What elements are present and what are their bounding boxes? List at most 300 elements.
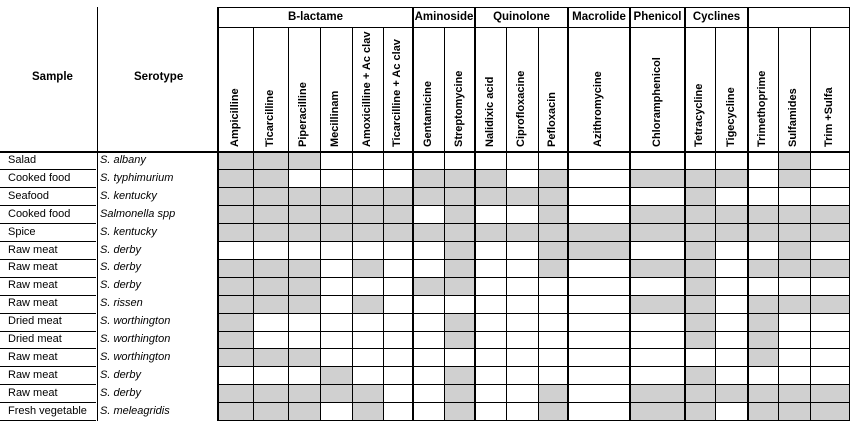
column-line bbox=[715, 27, 716, 421]
serotype-cell: S. kentucky bbox=[100, 189, 157, 202]
resistant-cell bbox=[352, 295, 383, 313]
sample-cell: Raw meat bbox=[8, 297, 58, 310]
serotype-cell: S. rissen bbox=[100, 297, 143, 310]
resistant-cell bbox=[748, 403, 778, 421]
serotype-cell: S. typhimurium bbox=[100, 171, 174, 184]
susceptible-cell bbox=[413, 349, 444, 367]
susceptible-cell bbox=[538, 367, 568, 385]
resistant-cell bbox=[444, 385, 475, 403]
susceptible-cell bbox=[352, 349, 383, 367]
resistant-cell bbox=[810, 259, 849, 277]
group-divider bbox=[412, 7, 414, 421]
susceptible-cell bbox=[715, 152, 748, 170]
susceptible-cell bbox=[413, 331, 444, 349]
susceptible-cell bbox=[810, 188, 849, 206]
row-line bbox=[218, 277, 849, 278]
susceptible-cell bbox=[413, 295, 444, 313]
susceptible-cell bbox=[568, 206, 630, 224]
row-line bbox=[218, 169, 849, 170]
resistant-cell bbox=[538, 224, 568, 242]
header-bottom-line bbox=[0, 151, 849, 153]
susceptible-cell bbox=[810, 152, 849, 170]
antibiotic-header: Piperacilline bbox=[297, 82, 309, 147]
row-line bbox=[0, 187, 96, 188]
resistant-cell bbox=[630, 259, 685, 277]
susceptible-cell bbox=[352, 277, 383, 295]
antibiotic-header: Sulfamides bbox=[787, 88, 799, 147]
sample-cell: Fresh vegetable bbox=[8, 404, 87, 417]
resistant-cell bbox=[383, 206, 413, 224]
resistant-cell bbox=[218, 170, 253, 188]
susceptible-cell bbox=[475, 403, 506, 421]
susceptible-cell bbox=[444, 349, 475, 367]
resistant-cell bbox=[568, 224, 630, 242]
resistant-cell bbox=[538, 206, 568, 224]
sample-cell: Cooked food bbox=[8, 207, 71, 220]
serotype-header: Serotype bbox=[134, 71, 184, 83]
susceptible-cell bbox=[506, 313, 538, 331]
susceptible-cell bbox=[288, 331, 320, 349]
group-header: Cyclines bbox=[692, 11, 741, 23]
resistant-cell bbox=[538, 242, 568, 260]
sample-cell: Dried meat bbox=[8, 315, 62, 328]
susceptible-cell bbox=[320, 331, 352, 349]
susceptible-cell bbox=[383, 170, 413, 188]
resistant-cell bbox=[778, 170, 810, 188]
resistant-cell bbox=[253, 259, 288, 277]
resistant-cell bbox=[715, 170, 748, 188]
susceptible-cell bbox=[568, 152, 630, 170]
susceptible-cell bbox=[506, 403, 538, 421]
resistant-cell bbox=[506, 224, 538, 242]
susceptible-cell bbox=[383, 259, 413, 277]
group-header: Macrolide bbox=[572, 11, 626, 23]
antibiotic-header: Chloramphenicol bbox=[650, 57, 663, 147]
column-line bbox=[320, 27, 321, 421]
resistant-cell bbox=[288, 349, 320, 367]
resistant-cell bbox=[218, 385, 253, 403]
resistant-cell bbox=[685, 188, 715, 206]
susceptible-cell bbox=[685, 152, 715, 170]
sample-header: Sample bbox=[32, 71, 73, 83]
group-divider bbox=[684, 7, 686, 421]
susceptible-cell bbox=[630, 367, 685, 385]
resistant-cell bbox=[506, 188, 538, 206]
resistant-cell bbox=[253, 277, 288, 295]
susceptible-cell bbox=[352, 152, 383, 170]
susceptible-cell bbox=[630, 152, 685, 170]
antibiotic-header: Azithromycine bbox=[592, 71, 604, 147]
resistant-cell bbox=[288, 403, 320, 421]
resistant-cell bbox=[444, 277, 475, 295]
susceptible-cell bbox=[253, 242, 288, 260]
susceptible-cell bbox=[413, 259, 444, 277]
resistant-cell bbox=[475, 188, 506, 206]
antibiotic-header: Trim +Sulfa bbox=[822, 87, 835, 147]
group-header: Quinolone bbox=[493, 11, 550, 23]
susceptible-cell bbox=[538, 277, 568, 295]
resistant-cell bbox=[444, 259, 475, 277]
susceptible-cell bbox=[506, 277, 538, 295]
group-header: B-lactame bbox=[288, 11, 343, 23]
susceptible-cell bbox=[748, 170, 778, 188]
susceptible-cell bbox=[778, 331, 810, 349]
resistant-cell bbox=[383, 188, 413, 206]
resistant-cell bbox=[715, 385, 748, 403]
susceptible-cell bbox=[288, 367, 320, 385]
susceptible-cell bbox=[568, 259, 630, 277]
susceptible-cell bbox=[810, 170, 849, 188]
resistant-cell bbox=[218, 188, 253, 206]
susceptible-cell bbox=[352, 242, 383, 260]
resistant-cell bbox=[538, 385, 568, 403]
susceptible-cell bbox=[383, 277, 413, 295]
susceptible-cell bbox=[506, 331, 538, 349]
susceptible-cell bbox=[320, 295, 352, 313]
susceptible-cell bbox=[475, 313, 506, 331]
susceptible-cell bbox=[538, 349, 568, 367]
resistant-cell bbox=[444, 224, 475, 242]
susceptible-cell bbox=[218, 367, 253, 385]
antibiotic-header: Ticarcilline + Ac clav bbox=[391, 39, 403, 147]
resistant-cell bbox=[253, 224, 288, 242]
resistant-cell bbox=[685, 206, 715, 224]
resistant-cell bbox=[475, 224, 506, 242]
antibiotic-header: Pefloxacin bbox=[546, 91, 558, 147]
resistant-cell bbox=[288, 224, 320, 242]
antibiotic-header: Trimethoprime bbox=[756, 70, 768, 147]
susceptible-cell bbox=[475, 206, 506, 224]
sample-cell: Raw meat bbox=[8, 386, 58, 399]
susceptible-cell bbox=[413, 206, 444, 224]
susceptible-cell bbox=[383, 367, 413, 385]
resistant-cell bbox=[685, 331, 715, 349]
sample-cell: Salad bbox=[8, 154, 37, 166]
resistant-cell bbox=[685, 259, 715, 277]
resistant-cell bbox=[218, 349, 253, 367]
susceptible-cell bbox=[810, 242, 849, 260]
resistant-cell bbox=[288, 188, 320, 206]
resistant-cell bbox=[288, 152, 320, 170]
resistant-cell bbox=[778, 224, 810, 242]
row-line bbox=[0, 223, 96, 224]
resistant-cell bbox=[288, 206, 320, 224]
resistant-cell bbox=[413, 224, 444, 242]
antibiotic-header: Ticarcilline bbox=[263, 89, 276, 147]
susceptible-cell bbox=[538, 331, 568, 349]
resistant-cell bbox=[218, 313, 253, 331]
sample-cell: Cooked food bbox=[8, 171, 71, 184]
susceptible-cell bbox=[320, 313, 352, 331]
susceptible-cell bbox=[352, 367, 383, 385]
susceptible-cell bbox=[475, 259, 506, 277]
group-divider bbox=[747, 7, 749, 421]
antibiotic-header: Gentamicine bbox=[421, 80, 434, 147]
resistant-cell bbox=[444, 242, 475, 260]
susceptible-cell bbox=[288, 170, 320, 188]
serotype-cell: S. worthington bbox=[100, 315, 171, 328]
row-line bbox=[0, 295, 96, 296]
column-line bbox=[538, 27, 539, 421]
resistant-cell bbox=[715, 206, 748, 224]
column-line bbox=[506, 27, 507, 421]
row-line bbox=[0, 313, 96, 314]
susceptible-cell bbox=[320, 277, 352, 295]
susceptible-cell bbox=[810, 277, 849, 295]
susceptible-cell bbox=[538, 313, 568, 331]
resistant-cell bbox=[538, 170, 568, 188]
resistant-cell bbox=[218, 259, 253, 277]
resistant-cell bbox=[288, 277, 320, 295]
susceptible-cell bbox=[352, 331, 383, 349]
resistant-cell bbox=[630, 206, 685, 224]
susceptible-cell bbox=[320, 152, 352, 170]
resistant-cell bbox=[352, 403, 383, 421]
column-line bbox=[778, 27, 779, 421]
serotype-cell: S. meleagridis bbox=[100, 404, 170, 417]
resistant-cell bbox=[778, 152, 810, 170]
resistant-cell bbox=[288, 295, 320, 313]
susceptible-cell bbox=[506, 259, 538, 277]
resistant-cell bbox=[568, 242, 630, 260]
susceptible-cell bbox=[383, 331, 413, 349]
resistant-cell bbox=[444, 313, 475, 331]
resistant-cell bbox=[253, 152, 288, 170]
row-line bbox=[0, 402, 96, 403]
resistant-cell bbox=[352, 188, 383, 206]
antibiotic-header: Streptomycine bbox=[452, 70, 465, 147]
resistant-cell bbox=[320, 188, 352, 206]
sample-cell: Dried meat bbox=[8, 333, 62, 345]
susceptible-cell bbox=[568, 385, 630, 403]
resistant-cell bbox=[685, 367, 715, 385]
resistant-cell bbox=[630, 385, 685, 403]
sample-cell: Raw meat bbox=[8, 279, 58, 292]
row-line bbox=[218, 402, 849, 403]
susceptible-cell bbox=[413, 242, 444, 260]
sample-cell: Seafood bbox=[8, 189, 49, 202]
susceptible-cell bbox=[810, 313, 849, 331]
susceptible-cell bbox=[506, 367, 538, 385]
susceptible-cell bbox=[748, 242, 778, 260]
resistant-cell bbox=[685, 170, 715, 188]
resistant-cell bbox=[538, 188, 568, 206]
susceptible-cell bbox=[630, 277, 685, 295]
susceptible-cell bbox=[715, 403, 748, 421]
susceptible-cell bbox=[413, 313, 444, 331]
susceptible-cell bbox=[383, 242, 413, 260]
susceptible-cell bbox=[538, 152, 568, 170]
resistant-cell bbox=[810, 385, 849, 403]
resistant-cell bbox=[778, 206, 810, 224]
column-line bbox=[217, 7, 219, 421]
susceptible-cell bbox=[715, 367, 748, 385]
resistant-cell bbox=[685, 242, 715, 260]
resistant-cell bbox=[630, 224, 685, 242]
susceptible-cell bbox=[413, 403, 444, 421]
susceptible-cell bbox=[778, 313, 810, 331]
susceptible-cell bbox=[748, 277, 778, 295]
resistant-cell bbox=[253, 385, 288, 403]
susceptible-cell bbox=[383, 385, 413, 403]
susceptible-cell bbox=[475, 277, 506, 295]
susceptible-cell bbox=[715, 349, 748, 367]
antibiotic-header: Nalidixic acid bbox=[483, 76, 496, 147]
row-line bbox=[218, 295, 849, 296]
susceptible-cell bbox=[506, 170, 538, 188]
serotype-cell: Salmonella spp bbox=[100, 207, 176, 220]
resistant-cell bbox=[320, 367, 352, 385]
susceptible-cell bbox=[568, 313, 630, 331]
row-line bbox=[0, 169, 96, 170]
susceptible-cell bbox=[715, 242, 748, 260]
serotype-cell: S. kentucky bbox=[100, 225, 157, 238]
susceptible-cell bbox=[475, 367, 506, 385]
resistant-cell bbox=[253, 206, 288, 224]
resistant-cell bbox=[748, 206, 778, 224]
susceptible-cell bbox=[748, 152, 778, 170]
resistant-cell bbox=[748, 295, 778, 313]
resistant-cell bbox=[748, 385, 778, 403]
antibiotic-header: Ciprofloxacine bbox=[515, 70, 527, 147]
susceptible-cell bbox=[444, 152, 475, 170]
susceptible-cell bbox=[810, 349, 849, 367]
susceptible-cell bbox=[715, 259, 748, 277]
group-divider bbox=[629, 7, 631, 421]
susceptible-cell bbox=[568, 367, 630, 385]
resistant-cell bbox=[444, 367, 475, 385]
susceptible-cell bbox=[568, 349, 630, 367]
susceptible-cell bbox=[715, 188, 748, 206]
resistant-cell bbox=[685, 224, 715, 242]
resistant-cell bbox=[218, 152, 253, 170]
susceptible-cell bbox=[352, 170, 383, 188]
resistant-cell bbox=[444, 403, 475, 421]
susceptible-cell bbox=[506, 349, 538, 367]
sample-cell: Raw meat bbox=[8, 350, 58, 363]
resistant-cell bbox=[218, 224, 253, 242]
susceptible-cell bbox=[506, 385, 538, 403]
susceptible-cell bbox=[685, 349, 715, 367]
row-line bbox=[218, 366, 849, 367]
resistant-cell bbox=[748, 259, 778, 277]
row-line bbox=[218, 313, 849, 314]
susceptible-cell bbox=[253, 331, 288, 349]
serotype-cell: S. derby bbox=[100, 261, 141, 274]
susceptible-cell bbox=[218, 242, 253, 260]
susceptible-cell bbox=[810, 367, 849, 385]
susceptible-cell bbox=[568, 277, 630, 295]
column-line bbox=[288, 27, 289, 421]
resistant-cell bbox=[748, 313, 778, 331]
serotype-cell: S. worthington bbox=[100, 350, 171, 363]
group-header: Phenicol bbox=[633, 11, 682, 23]
resistant-cell bbox=[352, 206, 383, 224]
row-line bbox=[0, 384, 96, 385]
serotype-cell: S. derby bbox=[100, 243, 141, 256]
resistant-cell bbox=[352, 259, 383, 277]
resistant-cell bbox=[218, 403, 253, 421]
row-line bbox=[0, 331, 96, 332]
resistant-cell bbox=[253, 170, 288, 188]
resistant-cell bbox=[444, 331, 475, 349]
resistant-cell bbox=[748, 331, 778, 349]
row-line bbox=[0, 348, 96, 349]
susceptible-cell bbox=[630, 349, 685, 367]
resistant-cell bbox=[352, 224, 383, 242]
susceptible-cell bbox=[413, 385, 444, 403]
resistant-cell bbox=[352, 385, 383, 403]
antibiotic-header: Mecillinam bbox=[329, 90, 341, 147]
resistant-cell bbox=[253, 403, 288, 421]
top-border bbox=[218, 7, 849, 8]
susceptible-cell bbox=[778, 277, 810, 295]
susceptible-cell bbox=[383, 152, 413, 170]
susceptible-cell bbox=[778, 367, 810, 385]
resistant-cell bbox=[810, 206, 849, 224]
susceptible-cell bbox=[630, 313, 685, 331]
serotype-cell: S. worthington bbox=[100, 333, 171, 345]
resistant-cell bbox=[288, 259, 320, 277]
row-line bbox=[0, 259, 96, 260]
row-line bbox=[218, 223, 849, 224]
sample-cell: Spice bbox=[8, 225, 36, 238]
column-line bbox=[444, 27, 445, 421]
susceptible-cell bbox=[253, 313, 288, 331]
serotype-cell: S. albany bbox=[100, 154, 146, 166]
resistant-cell bbox=[748, 349, 778, 367]
group-header: Aminoside bbox=[414, 11, 474, 23]
susceptible-cell bbox=[778, 349, 810, 367]
susceptible-cell bbox=[444, 295, 475, 313]
susceptible-cell bbox=[383, 295, 413, 313]
susceptible-cell bbox=[568, 331, 630, 349]
susceptible-cell bbox=[320, 242, 352, 260]
susceptible-cell bbox=[568, 170, 630, 188]
column-line bbox=[849, 7, 850, 421]
row-line bbox=[218, 187, 849, 188]
antibiotic-header: Tetracycline bbox=[693, 83, 705, 147]
susceptible-cell bbox=[413, 367, 444, 385]
susceptible-cell bbox=[352, 313, 383, 331]
antibiotic-header: Tigecycline bbox=[724, 87, 737, 147]
resistant-cell bbox=[383, 224, 413, 242]
resistant-cell bbox=[685, 313, 715, 331]
resistant-cell bbox=[685, 277, 715, 295]
resistant-cell bbox=[253, 349, 288, 367]
resistant-cell bbox=[288, 385, 320, 403]
resistant-cell bbox=[444, 170, 475, 188]
resistant-cell bbox=[538, 259, 568, 277]
resistant-cell bbox=[685, 385, 715, 403]
resistant-cell bbox=[778, 242, 810, 260]
susceptible-cell bbox=[320, 349, 352, 367]
resistant-cell bbox=[413, 170, 444, 188]
susceptible-cell bbox=[506, 295, 538, 313]
susceptible-cell bbox=[810, 331, 849, 349]
column-line bbox=[810, 27, 811, 421]
resistant-cell bbox=[218, 277, 253, 295]
susceptible-cell bbox=[506, 206, 538, 224]
sample-cell: Raw meat bbox=[8, 261, 58, 274]
susceptible-cell bbox=[475, 152, 506, 170]
row-line bbox=[218, 241, 849, 242]
resistant-cell bbox=[685, 295, 715, 313]
resistant-cell bbox=[444, 206, 475, 224]
row-line bbox=[218, 331, 849, 332]
susceptible-cell bbox=[475, 385, 506, 403]
resistant-cell bbox=[538, 403, 568, 421]
